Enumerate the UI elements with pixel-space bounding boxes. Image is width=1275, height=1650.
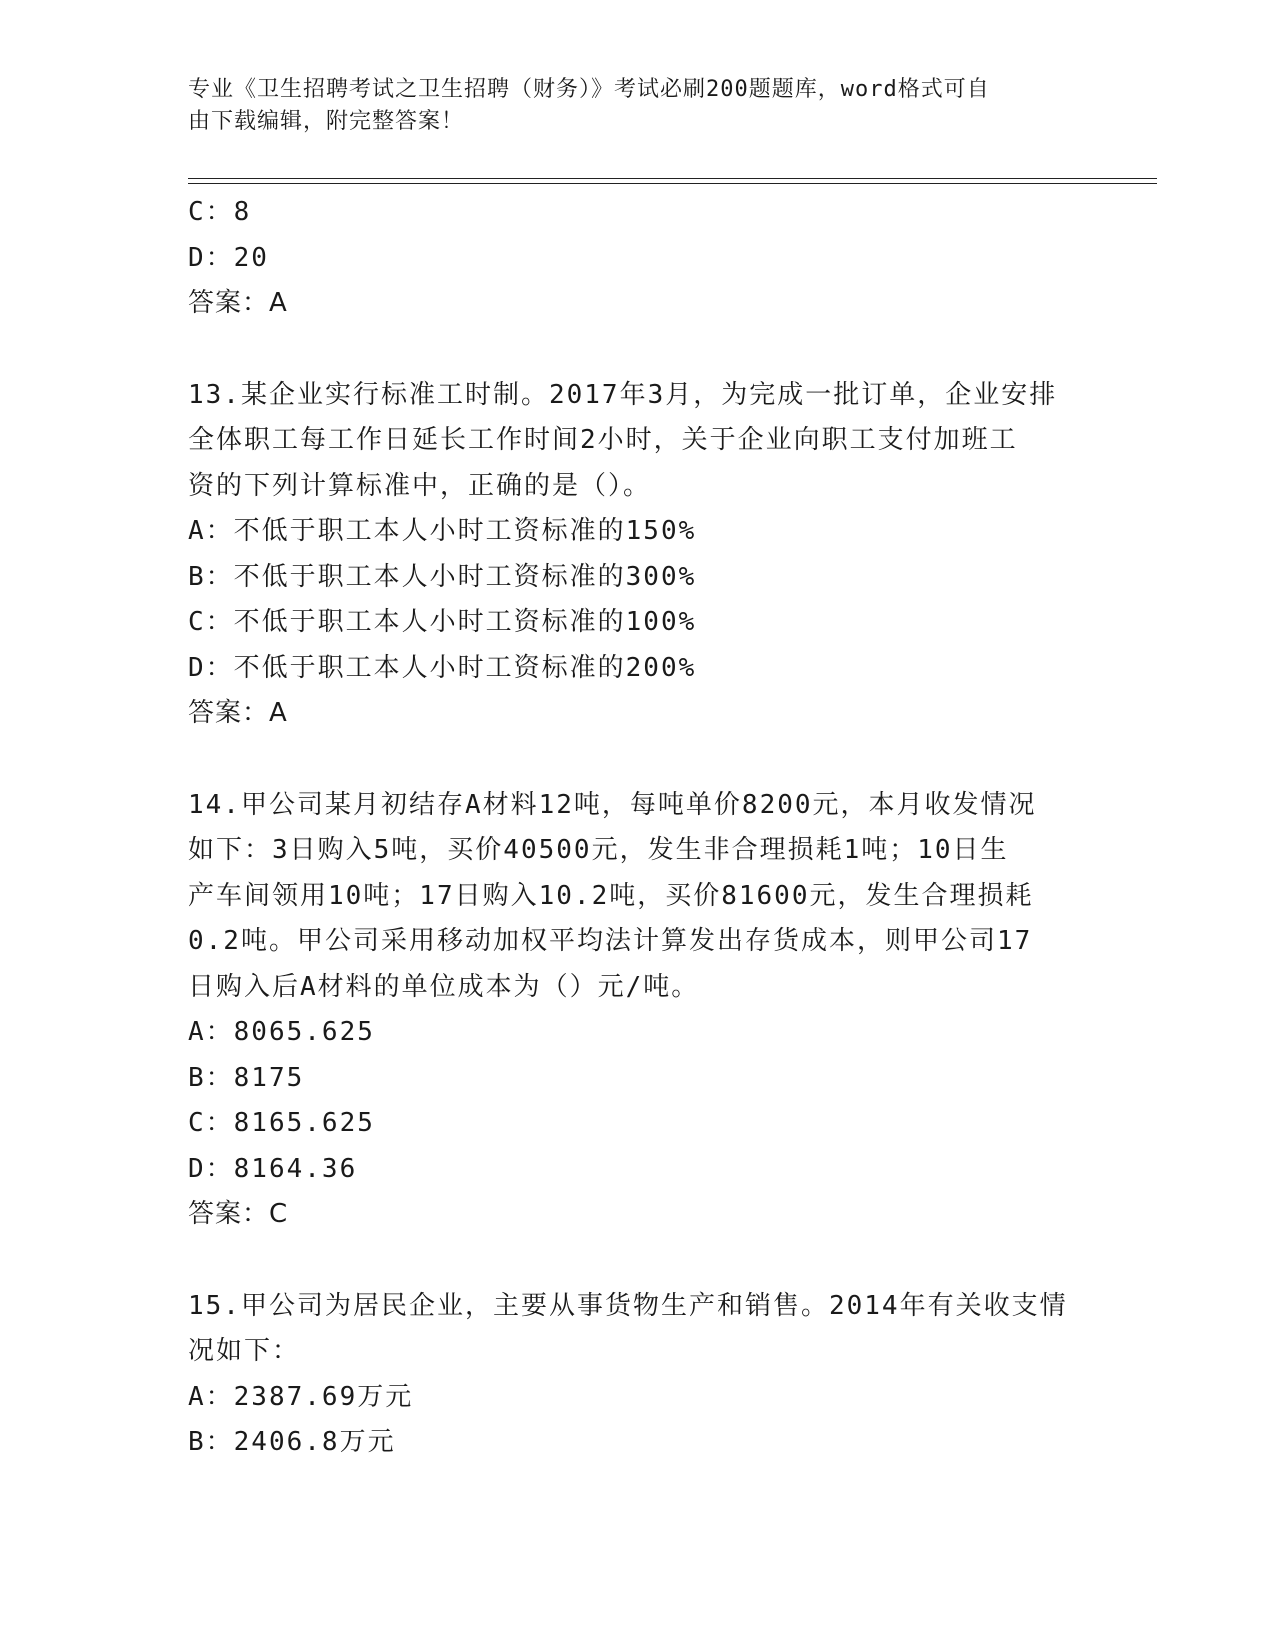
option-b: B：8175 bbox=[188, 1062, 305, 1093]
question-text: 资的下列计算标准中，正确的是（）。 bbox=[188, 470, 652, 501]
question-text: 14.甲公司某月初结存A材料12吨，每吨单价8200元，本月收发情况 bbox=[188, 789, 1037, 820]
option-c: C：8165.625 bbox=[188, 1108, 375, 1138]
option-a: A：8065.625 bbox=[188, 1017, 375, 1047]
option-d: D：8164.36 bbox=[188, 1153, 358, 1184]
header-rule bbox=[188, 178, 1157, 179]
question-text: 全体职工每工作日延长工作时间2小时，关于企业向职工支付加班工 bbox=[188, 425, 1018, 455]
question-15 bbox=[188, 1284, 1088, 1466]
option-b: B：不低于职工本人小时工资标准的300% bbox=[188, 561, 697, 592]
question-text: 况如下： bbox=[188, 1336, 301, 1366]
question-12-tail bbox=[188, 190, 1088, 327]
question-text: 0.2吨。甲公司采用移动加权平均法计算发出存货成本，则甲公司17 bbox=[188, 926, 1033, 956]
option-c: C：不低于职工本人小时工资标准的100% bbox=[188, 607, 697, 637]
answer-text: 答案：C bbox=[188, 1199, 289, 1229]
option-b: B：2406.8万元 bbox=[188, 1427, 396, 1457]
question-14 bbox=[188, 783, 1088, 1238]
header-line: 专业《卫生招聘考试之卫生招聘（财务）》考试必刷200题题库，word格式可自 bbox=[188, 77, 990, 102]
question-list bbox=[188, 190, 1088, 1466]
answer-text: 答案：A bbox=[188, 288, 288, 318]
option-c: C：8 bbox=[188, 197, 252, 227]
document-header bbox=[188, 74, 1068, 138]
header-line: 由下载编辑，附完整答案！ bbox=[188, 109, 465, 134]
question-13 bbox=[188, 373, 1088, 737]
question-text: 13.某企业实行标准工时制。2017年3月，为完成一批订单，企业安排 bbox=[188, 379, 1058, 410]
question-text: 产车间领用10吨；17日购入10.2吨，买价81600元，发生合理损耗 bbox=[188, 880, 1034, 911]
option-a: A：2387.69万元 bbox=[188, 1381, 414, 1412]
question-text: 日购入后A材料的单位成本为（）元/吨。 bbox=[188, 971, 700, 1002]
option-d: D：不低于职工本人小时工资标准的200% bbox=[188, 652, 697, 683]
header-rule bbox=[188, 183, 1157, 184]
option-a: A：不低于职工本人小时工资标准的150% bbox=[188, 516, 697, 546]
answer-text: 答案：A bbox=[188, 698, 288, 728]
question-text: 15.甲公司为居民企业，主要从事货物生产和销售。2014年有关收支情 bbox=[188, 1290, 1068, 1321]
question-text: 如下：3日购入5吨，买价40500元，发生非合理损耗1吨；10日生 bbox=[188, 835, 1009, 865]
option-d: D：20 bbox=[188, 242, 269, 273]
